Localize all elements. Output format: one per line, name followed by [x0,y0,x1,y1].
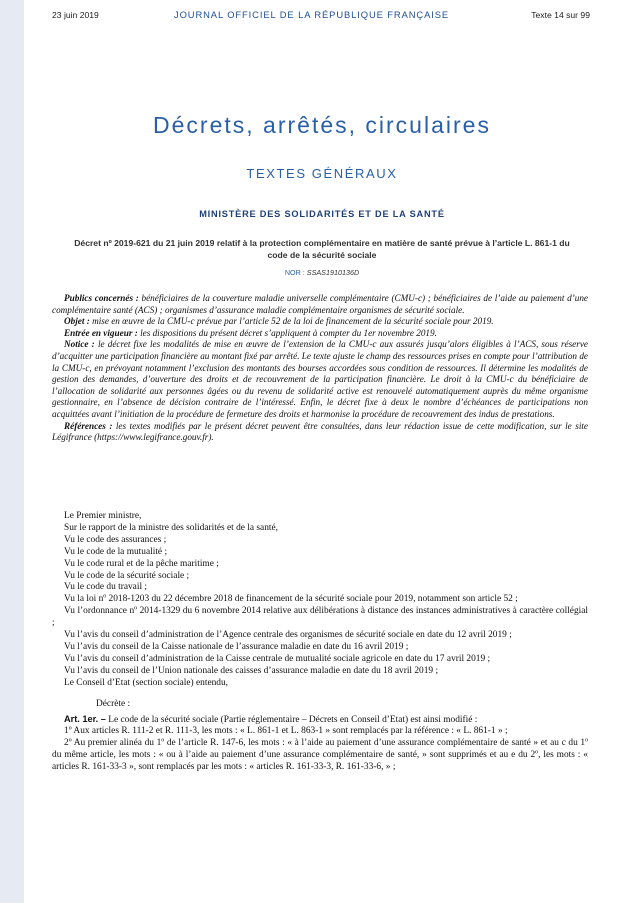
abstract-label: Publics concernés : [64,293,139,303]
abstract-label: Entrée en vigueur : [64,327,138,338]
decree-abstract [52,293,588,444]
abstract-entree [52,328,588,340]
nor-label: NOR : [284,268,307,277]
abstract-text: bénéficiaires de la couverture maladie universelle complémentaire (CMU-c) ; bénéficiaires de l’aide au paiement d’une complémentaire santé (ACS) ; organismes d’assurance maladie complémentaire organismes de sécurité sociale. [52,293,588,315]
abstract-references [52,421,588,444]
decree-body [52,511,588,774]
nor-reference [56,268,588,277]
abstract-label: Notice : [64,339,95,350]
header-date: 23 juin 2019 [52,10,99,20]
visa-line: Vu l’avis du conseil de la Caisse nationale de l’assurance maladie en date du 16 avril 2019 ; [64,641,409,652]
article-item: 1º Aux articles R. 111-2 et R. 111-3, les mots : « L. 861-1 et L. 863-1 » sont remplacés par la référence : « L. 861-1 » ; [64,726,508,737]
ministry-name: MINISTÈRE DES SOLIDARITÉS ET DE LA SANTÉ [199,209,445,219]
nor-code: SSAS1910136D [306,268,360,277]
visa-line: Vu l’avis du conseil de l’Union nationale des caisses d’assurance maladie en date du 18 avril 2019 ; [64,665,439,676]
header-journal-title: JOURNAL OFFICIEL DE LA RÉPUBLIQUE FRANÇAISE [174,9,450,20]
abstract-text: mise en œuvre de la CMU-c prévue par l’article 52 de la loi de financement de la sécurité sociale pour 2019. [89,316,494,327]
abstract-text: les dispositions du présent décret s’appliquent à compter du 1er novembre 2019. [137,327,437,338]
article-label: Art. 1er. – [64,713,106,724]
article-text: Le code de la sécurité sociale (Partie réglementaire – Décrets en Conseil d’Etat) est ainsi modifié : [105,714,478,725]
decree-title: Décret nº 2019-621 du 21 juin 2019 relatif à la protection complémentaire en matière de santé prévue à l’article L. 861-1 du code de la sécurité sociale [74,238,570,260]
visa-line: Vu le code de la mutualité ; [64,546,168,557]
abstract-publics [52,293,588,316]
body-paragraph: Le Premier ministre, [64,511,142,521]
abstract-label: Références : [64,420,113,431]
body-paragraph: Sur le rapport de la ministre des solidarités et de la santé, [64,522,278,533]
decrete-line: Décrète : [96,698,131,709]
article-1 [52,714,588,727]
visa-line: Vu l’avis du conseil d’administration de l’Agence centrale des organismes de sécurité sociale en date du 12 avril 2019 ; [64,630,512,641]
body-paragraph: Le Conseil d’Etat (section sociale) entendu, [64,677,229,688]
visa-line: Vu le code de la sécurité sociale ; [64,570,190,581]
header-text-number: Texte 14 sur 99 [531,10,590,20]
visa-line: Vu la loi nº 2018-1203 du 22 décembre 2018 de financement de la sécurité sociale pour 2019, notamment son article 52 ; [64,594,518,605]
sub-title: TEXTES GÉNÉRAUX [246,166,398,181]
abstract-text: les textes modifiés par le présent décret peuvent être consultées, dans leur rédaction issue de cette modification, sur le site Légifrance (https://www.legifrance.gouv.fr). [52,420,589,443]
section-title: Décrets, arrêtés, circulaires [153,112,491,138]
abstract-label: Objet : [64,316,90,327]
article-item: 2º Au premier alinéa du 1º de l’article R. 147-6, les mots : « à l’aide au paiement d’une assurance complémentaire de santé » et au c du 1º du même article, les mots : « ou à l’aide au paiement d’une assurance complémentaire de santé, » sont supprimés et au e du 2º, les mots : « articles R. 161-33-3 », sont remplacés par les mots : « articles R. 161-33-3, R. 161-33-6, » ; [52,738,588,773]
visa-line: Vu l’avis du conseil d’administration de la Caisse centrale de mutualité sociale agricole en date du 17 avril 2019 ; [64,653,491,664]
page-header [52,8,590,26]
left-margin-band [0,0,24,903]
abstract-text: le décret fixe les modalités de mise en œuvre de l’extension de la CMU-c aux assurés jusqu’alors éligibles à l’ACS, sous réserve d’acquitter une participation financière au montant fixé par arrêté. Le texte ajuste le champ des ressources prises en compte pour l’attribution de la CMU-c, en prévoyant notamment l’exclusion des montants des bourses accordées sous condition de ressources. Il détermine les modalités de gestion des demandes, d’ouverture des droits et de recouvrement de la participation financière. Le droit à la CMU-c du bénéficiaire de l’allocation de solidarité aux personnes âgées ou du revenu de solidarité active est renouvelé automatiquement auprès du même organisme gestionnaire, en l’absence de décision contraire de l’intéressé. Enfin, le décret fixe à deux le nombre d’échéances de participations non acquittées avant l’initiation de la procédure de fermeture des droits et harmonise la procédure de recouvrement des indus de prestations. [52,339,588,419]
visa-line: Vu le code des assurances ; [64,534,167,545]
visa-line: Vu l’ordonnance nº 2014-1329 du 6 novembre 2014 relative aux délibérations à distance des instances administratives à caractère collégial ; [52,606,588,629]
visa-line: Vu le code du travail ; [64,582,148,593]
abstract-notice [52,339,588,420]
visa-line: Vu le code rural et de la pêche maritime ; [64,558,219,569]
abstract-objet [52,316,588,328]
